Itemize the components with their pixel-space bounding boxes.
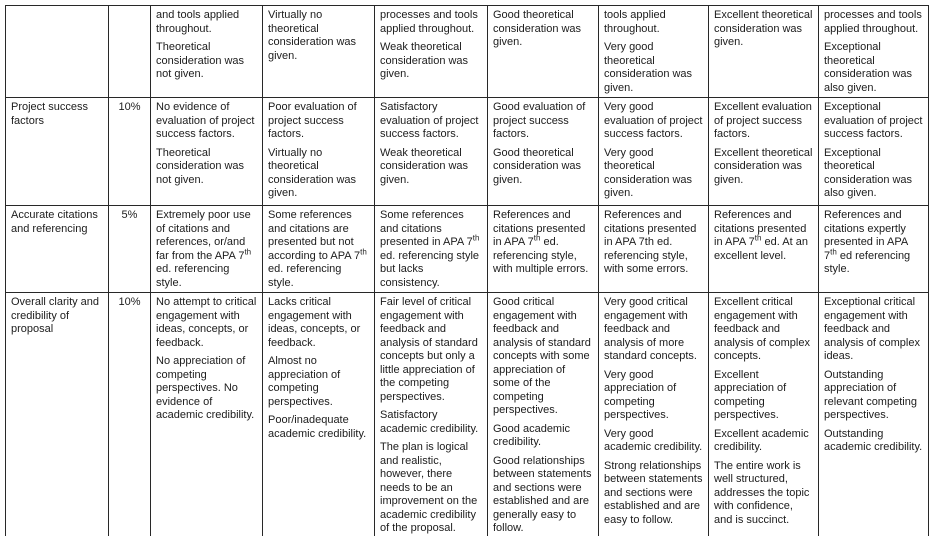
cell-paragraph: Excellent appreciation of competing perspectives. xyxy=(714,368,787,421)
cell-paragraph: and tools applied throughout. xyxy=(156,9,240,35)
cell-paragraph: Weak theoretical consideration was given. xyxy=(380,41,469,80)
cell-paragraph: Exceptional evaluation of project success factors. xyxy=(824,101,923,140)
cell-paragraph: Excellent theoretical consideration was given. xyxy=(714,146,813,186)
rubric-cell xyxy=(375,206,488,293)
cell-paragraph: processes and tools applied throughout. xyxy=(824,9,922,35)
rubric-cell xyxy=(151,206,263,293)
rubric-cell xyxy=(488,98,599,206)
cell-paragraph: Excellent critical engagement with feedback and analysis of complex concepts. xyxy=(714,296,810,362)
weight-cell: 10% xyxy=(109,293,151,536)
cell-paragraph: Some references and citations presented in APA 7th ed. referencing style but lacks consistency. xyxy=(380,209,480,289)
cell-paragraph: Very good theoretical consideration was given. xyxy=(604,41,693,94)
rubric-cell xyxy=(819,293,929,536)
ordinal-superscript: th xyxy=(244,246,252,256)
table-row xyxy=(6,6,929,98)
cell-paragraph: References and citations presented in APA 7th ed. referencing style, with multiple errors. xyxy=(493,209,589,275)
table-row xyxy=(6,98,929,206)
rubric-cell xyxy=(709,98,819,206)
rubric-body xyxy=(6,6,929,536)
cell-paragraph: Theoretical consideration was not given. xyxy=(156,41,245,80)
cell-paragraph: Weak theoretical consideration was given. xyxy=(380,146,469,186)
rubric-cell xyxy=(599,206,709,293)
weight-cell: 10% xyxy=(109,98,151,206)
rubric-cell xyxy=(599,6,709,98)
ordinal-superscript: th xyxy=(472,233,480,243)
criterion-cell xyxy=(6,6,109,98)
criterion-cell: Overall clarity and credibility of proposal xyxy=(6,293,109,536)
rubric-cell xyxy=(819,206,929,293)
cell-paragraph: No evidence of evaluation of project success factors. xyxy=(156,101,255,140)
cell-paragraph: Very good theoretical consideration was given. xyxy=(604,146,693,199)
ordinal-superscript: th xyxy=(830,246,837,256)
cell-paragraph: tools applied throughout. xyxy=(604,9,666,35)
cell-paragraph: Excellent theoretical consideration was given. xyxy=(714,9,813,48)
cell-paragraph: Some references and citations are presented but not according to APA 7th ed. referencing style. xyxy=(268,209,367,289)
cell-paragraph: Strong relationships between statements and sections were established and are easy to follow. xyxy=(604,459,703,526)
rubric-cell xyxy=(375,6,488,98)
ordinal-superscript: th xyxy=(360,246,367,256)
rubric-cell xyxy=(488,6,599,98)
cell-paragraph: Good evaluation of project success factors. xyxy=(493,101,586,140)
rubric-cell xyxy=(263,206,375,293)
cell-paragraph: Very good appreciation of competing perspectives. xyxy=(604,368,677,421)
cell-paragraph: References and citations presented in APA 7th ed. At an excellent level. xyxy=(714,209,808,262)
criterion-cell: Project success factors xyxy=(6,98,109,206)
rubric-cell xyxy=(151,6,263,98)
cell-paragraph: Virtually no theoretical consideration was given. xyxy=(268,9,357,62)
cell-paragraph: Lacks critical engagement with ideas, concepts, or feedback. xyxy=(268,296,361,349)
cell-paragraph: Outstanding appreciation of relevant competing perspectives. xyxy=(824,368,917,421)
ordinal-superscript: th xyxy=(754,233,762,243)
rubric-table xyxy=(5,5,929,536)
cell-paragraph: Satisfactory academic credibility. xyxy=(380,409,479,435)
rubric-cell xyxy=(151,98,263,206)
cell-paragraph: Good academic credibility. xyxy=(493,422,571,448)
rubric-cell xyxy=(263,98,375,206)
cell-paragraph: Very good academic credibility. xyxy=(604,427,703,453)
rubric-cell xyxy=(819,98,929,206)
cell-paragraph: Theoretical consideration was not given. xyxy=(156,146,245,186)
cell-paragraph: The plan is logical and realistic, however, there needs to be an improvement on the academic credibility of the proposal. xyxy=(380,441,478,534)
table-row xyxy=(6,293,929,536)
cell-paragraph: References and citations presented in APA 7th ed. referencing style, with some errors. xyxy=(604,209,697,275)
criterion-cell: Accurate citations and referencing xyxy=(6,206,109,293)
cell-paragraph: Outstanding academic credibility. xyxy=(824,427,923,453)
cell-paragraph: The entire work is well structured, addresses the topic with confidence, and is succinct. xyxy=(714,459,810,526)
cell-paragraph: Poor evaluation of project success factors. xyxy=(268,101,357,140)
table-row xyxy=(6,206,929,293)
cell-paragraph: Poor/inadequate academic credibility. xyxy=(268,414,367,440)
cell-paragraph: Good theoretical consideration was given. xyxy=(493,146,582,186)
cell-paragraph: Good theoretical consideration was given. xyxy=(493,9,582,48)
rubric-cell xyxy=(263,6,375,98)
rubric-cell xyxy=(375,293,488,536)
cell-paragraph: Exceptional theoretical consideration was also given. xyxy=(824,41,913,94)
rubric-cell xyxy=(488,206,599,293)
cell-paragraph: Exceptional theoretical consideration was also given. xyxy=(824,146,913,199)
rubric-cell xyxy=(599,293,709,536)
cell-paragraph: Exceptional critical engagement with feedback and analysis of complex ideas. xyxy=(824,296,920,362)
cell-paragraph: Extremely poor use of citations and references, or/and far from the APA 7th ed. referencing style. xyxy=(156,209,252,289)
cell-paragraph: Almost no appreciation of competing perspectives. xyxy=(268,355,341,408)
rubric-cell xyxy=(709,206,819,293)
cell-paragraph: Fair level of critical engagement with feedback and analysis of standard concepts but only a little appreciation of the competing perspectives. xyxy=(380,296,478,403)
cell-paragraph: References and citations expertly presented in APA 7th ed referencing style. xyxy=(824,209,911,275)
rubric-cell xyxy=(709,293,819,536)
rubric-cell xyxy=(488,293,599,536)
weight-cell: 5% xyxy=(109,206,151,293)
cell-paragraph: No attempt to critical engagement with ideas, concepts, or feedback. xyxy=(156,296,257,349)
cell-paragraph: Virtually no theoretical consideration was given. xyxy=(268,146,357,199)
cell-paragraph: Very good evaluation of project success factors. xyxy=(604,101,703,140)
cell-paragraph: Excellent evaluation of project success factors. xyxy=(714,101,812,140)
cell-paragraph: Good relationships between statements and sections were established and are generally easy to follow. xyxy=(493,454,592,534)
ordinal-superscript: th xyxy=(533,233,541,243)
rubric-cell xyxy=(599,98,709,206)
cell-paragraph: No appreciation of competing perspectives. No evidence of academic credibility. xyxy=(156,355,255,421)
rubric-cell xyxy=(819,6,929,98)
rubric-cell xyxy=(375,98,488,206)
rubric-cell xyxy=(151,293,263,536)
rubric-cell xyxy=(709,6,819,98)
cell-paragraph: Excellent academic credibility. xyxy=(714,427,809,453)
weight-cell xyxy=(109,6,151,98)
cell-paragraph: Satisfactory evaluation of project success factors. xyxy=(380,101,479,140)
cell-paragraph: processes and tools applied throughout. xyxy=(380,9,478,35)
cell-paragraph: Very good critical engagement with feedback and analysis of more standard concepts. xyxy=(604,296,697,362)
cell-paragraph: Good critical engagement with feedback and analysis of standard concepts with some appreciation of some of the competing perspectives. xyxy=(493,296,591,416)
rubric-cell xyxy=(263,293,375,536)
